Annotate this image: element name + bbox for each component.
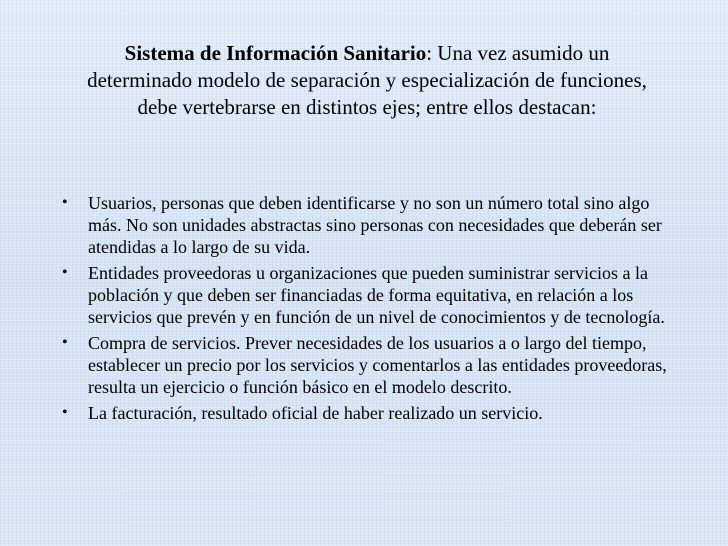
bullet-text: Compra de servicios. Prever necesidades de los usuarios a o largo del tiempo, establecer un precio por los servicios y comentarlos a las entidades proveedoras, resulta un ejercicio o función básico en el modelo descrito. [88, 333, 667, 397]
bullet-icon: • [62, 264, 68, 281]
bullet-text: Usuarios, personas que deben identificarse y no son un número total sino algo más. No son unidades abstractas sino personas con necesidades que deberán ser atendidas a lo largo de su vida. [88, 193, 662, 257]
list-item [62, 332, 672, 398]
bullet-icon: • [62, 334, 68, 351]
list-item [62, 192, 672, 258]
title-text: : Una vez asumido un determinado modelo de separación y especialización de funciones, debe vertebrarse en distintos ejes; entre ellos destacan: [87, 41, 647, 119]
bullet-text: La facturación, resultado oficial de haber realizado un servicio. [88, 403, 543, 423]
bullet-icon: • [62, 194, 68, 211]
bullet-text: Entidades proveedoras u organizaciones que pueden suministrar servicios a la población y que deben ser financiadas de forma equitativa, en relación a los servicios que prevén y en función de un nivel de conocimientos y de tecnología. [88, 263, 665, 327]
bullet-list [62, 192, 672, 428]
slide-title [82, 40, 652, 121]
bullet-icon: • [62, 404, 68, 421]
list-item [62, 262, 672, 328]
title-term: Sistema de Información Sanitario [124, 41, 427, 65]
list-item [62, 402, 672, 424]
